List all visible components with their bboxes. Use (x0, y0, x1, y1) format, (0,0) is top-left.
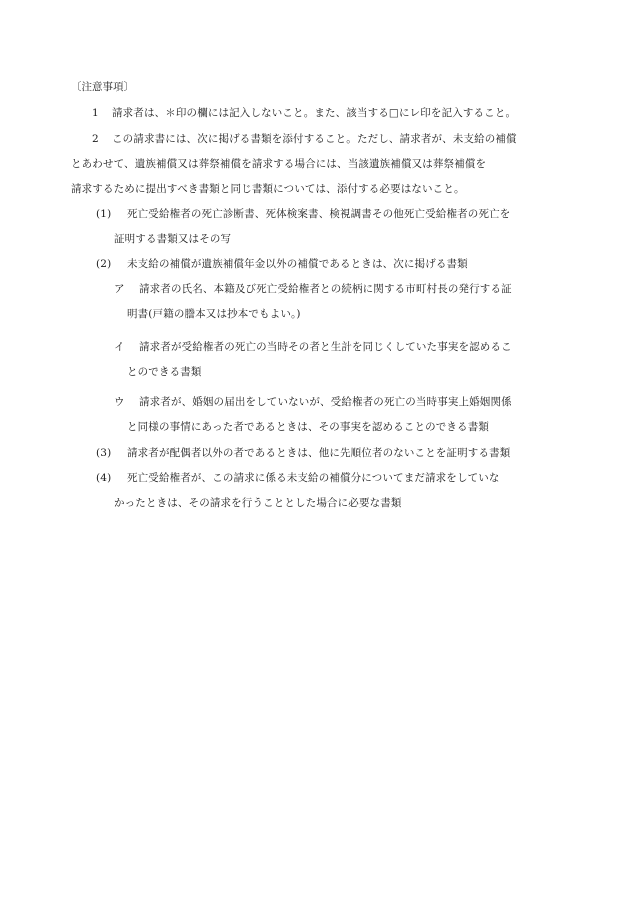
subitem-4-line-2: かったときは、その請求を行うこととした場合に必要な書類 (114, 497, 402, 509)
item-2-line-2: とあわせて、遺族補償又は葬祭補償を請求する場合には、当該遺族補償又は葬祭補償を (71, 158, 487, 170)
subitem-2-number: (2) (96, 258, 112, 270)
subsubitem-i-line-1: 請求者が受給権者の死亡の当時その者と生計を同じくしていた事実を認めるこ (139, 341, 512, 353)
item-2-line-3: 請求するために提出すべき書類と同じ書類については、添付する必要はないこと。 (71, 183, 465, 195)
subitem-1-line-2: 証明する書類又はその写 (114, 233, 232, 245)
subitem-4-line-1: 死亡受給権者が、この請求に係る未支給の補償分についてまだ請求をしていな (127, 472, 500, 484)
item-1-line-1: 請求者は、＊印の欄には記入しないこと。また、該当する□にレ印を記入すること。 (112, 107, 517, 119)
subitem-2-line-1: 未支給の補償が遺族補償年金以外の補償であるときは、次に掲げる書類 (127, 258, 468, 270)
subsubitem-i-line-2: とのできる書類 (127, 366, 202, 378)
subsubitem-i-number: イ (114, 341, 125, 353)
subitem-4-number: (4) (96, 472, 112, 484)
subsubitem-u-number: ウ (114, 396, 125, 408)
subitem-1-line-1: 死亡受給権者の死亡診断書、死体検案書、検視調書その他死亡受給権者の死亡を (127, 208, 511, 220)
subitem-3-line-1: 請求者が配偶者以外の者であるときは、他に先順位者のないことを証明する書類 (127, 447, 511, 459)
subsubitem-a-line-1: 請求者の氏名、本籍及び死亡受給権者との続柄に関する市町村長の発行する証 (139, 283, 512, 295)
item-2-number: 2 (92, 133, 99, 145)
item-2-line-1: この請求書には、次に掲げる書類を添付すること。ただし、請求者が、未支給の補償 (112, 133, 517, 145)
subsubitem-u-line-2: と同様の事情にあった者であるときは、その事実を認めることのできる書類 (127, 421, 489, 433)
subitem-3-number: (3) (96, 447, 112, 459)
subsubitem-u-line-1: 請求者が、婚姻の届出をしていないが、受給権者の死亡の当時事実上婚姻関係 (139, 396, 512, 408)
subsubitem-a-number: ア (114, 283, 125, 295)
subitem-1-number: (1) (96, 208, 112, 220)
subsubitem-a-line-2: 明書(戸籍の謄本又は抄本でもよい。) (127, 308, 301, 320)
item-1-number: 1 (92, 107, 99, 119)
notes-heading: 〔注意事項〕 (71, 81, 134, 93)
